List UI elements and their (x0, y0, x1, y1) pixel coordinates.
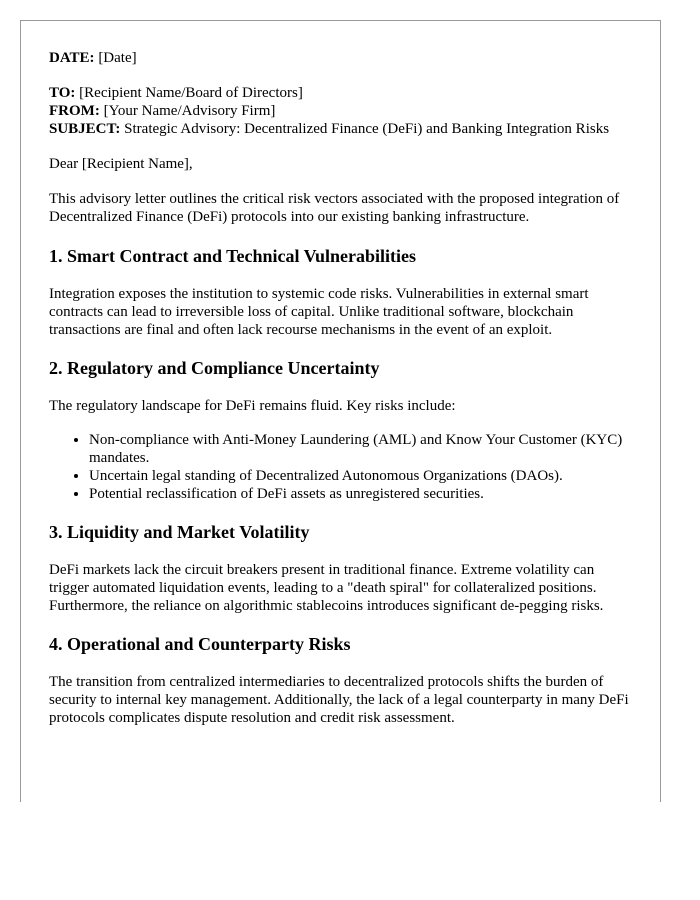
section-body: DeFi markets lack the circuit breakers present in traditional finance. Extreme volatility can trigger automated liquidation events, leading to a "death spiral" for collateralized positions. Furthermore, the reliance on algorithmic stablecoins introduces significant de-pegging risks. (49, 562, 604, 614)
risk-list (49, 431, 632, 503)
section-regulatory (49, 358, 632, 503)
list-item: • Uncertain legal standing of Decentralized Autonomous Organizations (DAOs). (89, 467, 632, 485)
section-smart-contract (49, 246, 632, 339)
to-label: TO: (49, 85, 76, 101)
section-operational (49, 634, 632, 727)
salutation: Dear [Recipient Name], (49, 156, 193, 172)
section-heading: 3. Liquidity and Market Volatility (49, 522, 310, 542)
from-value: [Your Name/Advisory Firm] (103, 103, 276, 119)
subject-label: SUBJECT: (49, 121, 121, 137)
to-line (49, 84, 632, 102)
section-body: Integration exposes the institution to systemic code risks. Vulnerabilities in external smart contracts can lead to irreversible loss of capital. Unlike traditional software, blockchain transactions are final and often lack recourse mechanisms in the event of an exploit. (49, 286, 589, 338)
section-heading: 2. Regulatory and Compliance Uncertainty (49, 358, 380, 378)
list-item: • Potential reclassification of DeFi assets as unregistered securities. (89, 485, 632, 503)
section-body: The regulatory landscape for DeFi remains fluid. Key risks include: (49, 398, 456, 414)
from-label: FROM: (49, 103, 100, 119)
section-heading: 4. Operational and Counterparty Risks (49, 634, 351, 654)
to-value: [Recipient Name/Board of Directors] (79, 85, 303, 101)
letter-page (20, 20, 661, 802)
subject-value: Strategic Advisory: Decentralized Finance (DeFi) and Banking Integration Risks (124, 121, 610, 137)
subject-line (49, 120, 632, 138)
section-body: The transition from centralized intermediaries to decentralized protocols shifts the burden of security to internal key management. Additionally, the lack of a legal counterparty in many DeFi protocols complicates dispute resolution and credit risk assessment. (49, 674, 629, 726)
date-line (49, 49, 632, 67)
section-heading: 1. Smart Contract and Technical Vulnerabilities (49, 246, 417, 266)
date-value: [Date] (98, 50, 137, 66)
intro-paragraph: This advisory letter outlines the critical risk vectors associated with the proposed integration of Decentralized Finance (DeFi) protocols into our existing banking infrastructure. (49, 191, 620, 225)
section-liquidity (49, 522, 632, 615)
list-item: • Non-compliance with Anti-Money Laundering (AML) and Know Your Customer (KYC) mandates. (89, 431, 632, 467)
date-label: DATE: (49, 50, 95, 66)
from-line (49, 102, 632, 120)
